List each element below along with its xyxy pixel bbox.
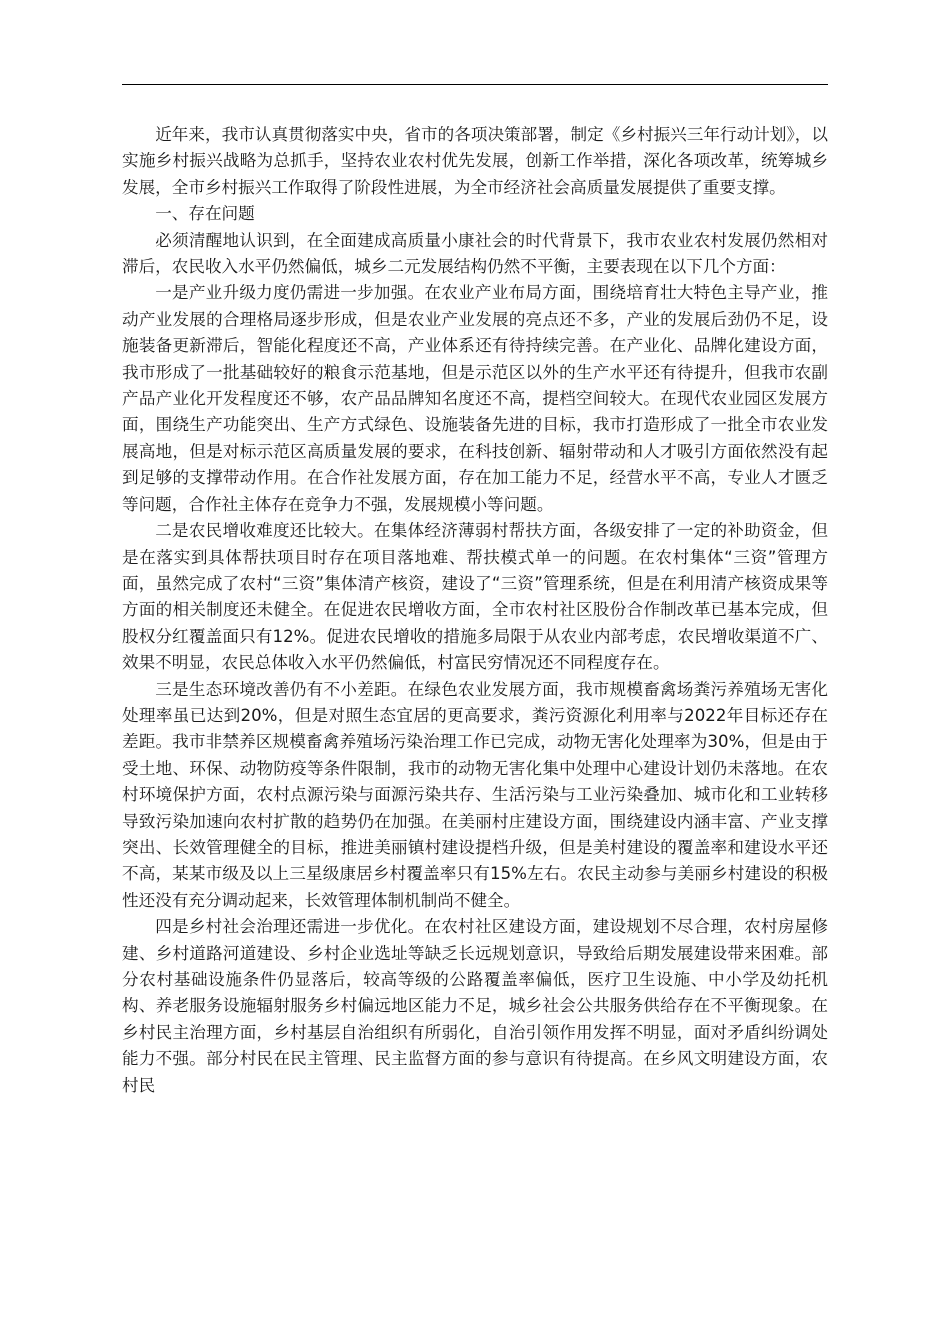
paragraph-income: 二是农民增收难度还比较大。在集体经济薄弱村帮扶方面，各级安排了一定的补助资金，但是在落实到具体帮扶项目时存在项目落地难、帮扶模式单一的问题。在农村集体“三资”管理方面，虽然完成了农村“三资”集体清产核资，建设了“三资”管理系统，但是在利用清产核资成果等方面的相关制度还未健全。在促进农民增收方面，全市农村社区股份合作制改革已基本完成，但股权分红覆盖面只有12%。促进农民增收的措施多局限于从农业内部考虑，农民增收渠道不广、效果不明显，农民总体收入水平仍然偏低，村富民穷情况还不同程度存在。 xyxy=(122,521,828,673)
paragraph-industry: 一是产业升级力度仍需进一步加强。在农业产业布局方面，围绕培育壮大特色主导产业，推动产业发展的合理格局逐步形成，但是农业产业发展的亮点还不多，产业的发展后劲仍不足，设施装备更新滞后，智能化程度还不高，产业体系还有待持续完善。在产业化、品牌化建设方面，我市形成了一批基础较好的粮食示范基地，但是示范区以外的生产水平还有待提升，但我市农副产品产业化开发程度还不够，农产品品牌知名度还不高，提档空间较大。在现代农业园区发展方面，围绕生产功能突出、生产方式绿色、设施装备先进的目标，我市打造形成了一批全市农业发展高地，但是对标示范区高质量发展的要求，在科技创新、辐射带动和人才吸引方面依然没有起到足够的支撑带动作用。在合作社发展方面，存在加工能力不足，经营水平不高，专业人才匮乏等问题，合作社主体存在竞争力不强，发展规模小等问题。 xyxy=(122,283,828,514)
paragraph-intro: 近年来，我市认真贯彻落实中央，省市的各项决策部署，制定《乡村振兴三年行动计划》，以实施乡村振兴战略为总抓手，坚持农业农村优先发展，创新工作举措，深化各项改革，统筹城乡发展，全市乡村振兴工作取得了阶段性进展，为全市经济社会高质量发展提供了重要支撑。 xyxy=(122,125,828,197)
paragraph-ecology: 三是生态环境改善仍有不小差距。在绿色农业发展方面，我市规模畜禽场粪污养殖场无害化处理率虽已达到20%，但是对照生态宜居的更高要求，粪污资源化利用率与2022年目标还存在差距。我市非禁养区规模畜禽养殖场污染治理工作已完成，动物无害化处理率为30%，但是由于受土地、环保、动物防疫等条件限制，我市的动物无害化集中处理中心建设计划仍未落地。在农村环境保护方面，农村点源污染与面源污染共存、生活污染与工业污染叠加、城市化和工业转移导致污染加速向农村扩散的趋势仍在加强。在美丽村庄建设方面，围绕建设内涵丰富、产业支撑突出、长效管理健全的目标，推进美丽镇村建设提档升级，但是美村建设的覆盖率和建设水平还不高，某某市级及以上三星级康居乡村覆盖率只有15%左右。农民主动参与美丽乡村建设的积极性还没有充分调动起来，长效管理体制机制尚不健全。 xyxy=(122,679,828,910)
paragraph-overview: 必须清醒地认识到，在全面建成高质量小康社会的时代背景下，我市农业农村发展仍然相对滞后，农民收入水平仍然偏低，城乡二元发展结构仍然不平衡，主要表现在以下几个方面： xyxy=(122,230,828,277)
header-rule xyxy=(122,84,828,85)
section-heading: 一、存在问题 xyxy=(155,204,255,224)
paragraph-governance: 四是乡村社会治理还需进一步优化。在农村社区建设方面，建设规划不尽合理，农村房屋修建、乡村道路河道建设、乡村企业选址等缺乏长远规划意识，导致给后期发展建设带来困难。部分农村基础设施条件仍显落后，较高等级的公路覆盖率偏低，医疗卫生设施、中小学及幼托机构、养老服务设施辐射服务乡村偏远地区能力不足，城乡社会公共服务供给存在不平衡现象。在乡村民主治理方面，乡村基层自治组织有所弱化，自治引领作用发挥不明显，面对矛盾纠纷调处能力不强。部分村民在民主管理、民主监督方面的参与意识有待提高。在乡风文明建设方面，农村民 xyxy=(122,917,828,1095)
document-body xyxy=(122,122,828,1099)
